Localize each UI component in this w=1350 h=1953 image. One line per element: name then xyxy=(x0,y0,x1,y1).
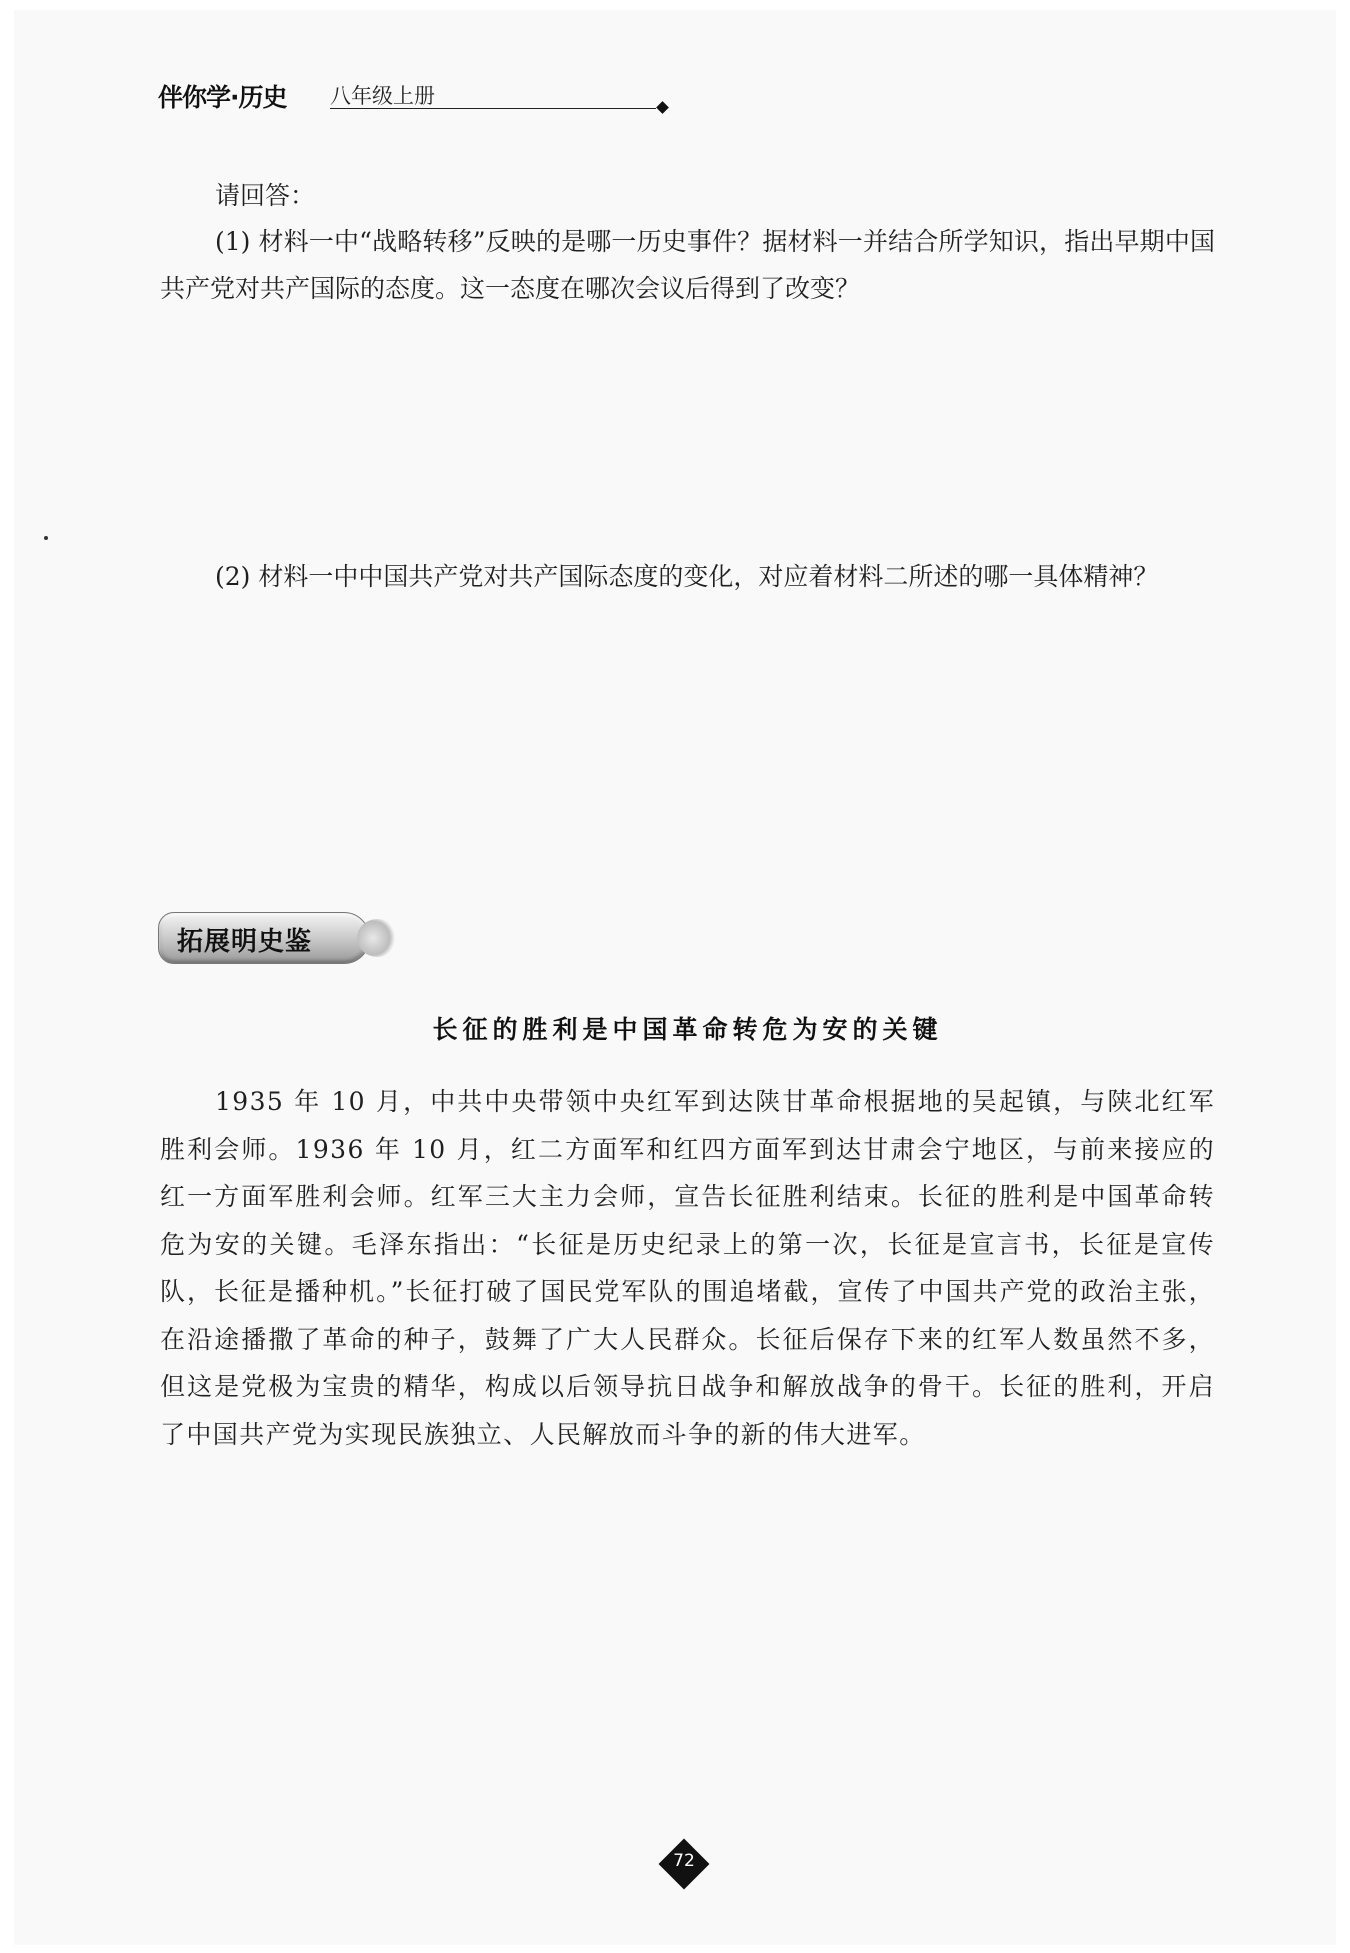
question-1: (1) 材料一中“战略转移”反映的是哪一历史事件？据材料一并结合所学知识，指出早期中国共产党对共产国际的态度。这一态度在哪次会议后得到了改变？ xyxy=(160,227,1215,303)
question-2: (2) 材料一中中国共产党对共产国际态度的变化，对应着材料二所述的哪一具体精神？ xyxy=(215,562,1159,591)
stray-dot xyxy=(44,536,48,540)
series-title: 伴你学·历史 xyxy=(158,83,287,112)
article-title: 长征的胜利是中国革命转危为安的关键 xyxy=(432,1015,943,1044)
article-body: 1935 年 10 月，中共中央带领中央红军到达陕甘革命根据地的吴起镇，与陕北红军胜利会师。1936 年 10 月，红二方面军和红四方面军到达甘肃会宁地区，与前来接应的红一方面军胜利会师。红军三大主力会师，宣告长征胜利结束。长征的胜利是中国革命转危为安的关键。毛泽东指出：“长征是历史纪录上的第一次，长征是宣言书，长征是宣传队，长征是播种机。”长征打破了国民党军队的围追堵截，宣传了中国共产党的政治主张，在沿途播撒了革命的种子，鼓舞了广大人民群众。长征后保存下来的红军人数虽然不多，但这是党极为宝贵的精华，构成以后领导抗日战争和解放战争的骨干。长征的胜利，开启了中国共产党为实现民族独立、人民解放而斗争的新的伟大进军。 xyxy=(160,1087,1215,1449)
section-badge xyxy=(158,912,370,964)
section-badge-label: 拓展明史鉴 xyxy=(177,927,313,957)
grade-label: 八年级上册 xyxy=(330,84,435,108)
header-rule xyxy=(330,108,656,109)
answer-prompt: 请回答： xyxy=(215,181,316,210)
page-number-badge xyxy=(660,1840,708,1888)
page-number: 72 xyxy=(673,1851,695,1871)
page-header xyxy=(158,78,518,114)
